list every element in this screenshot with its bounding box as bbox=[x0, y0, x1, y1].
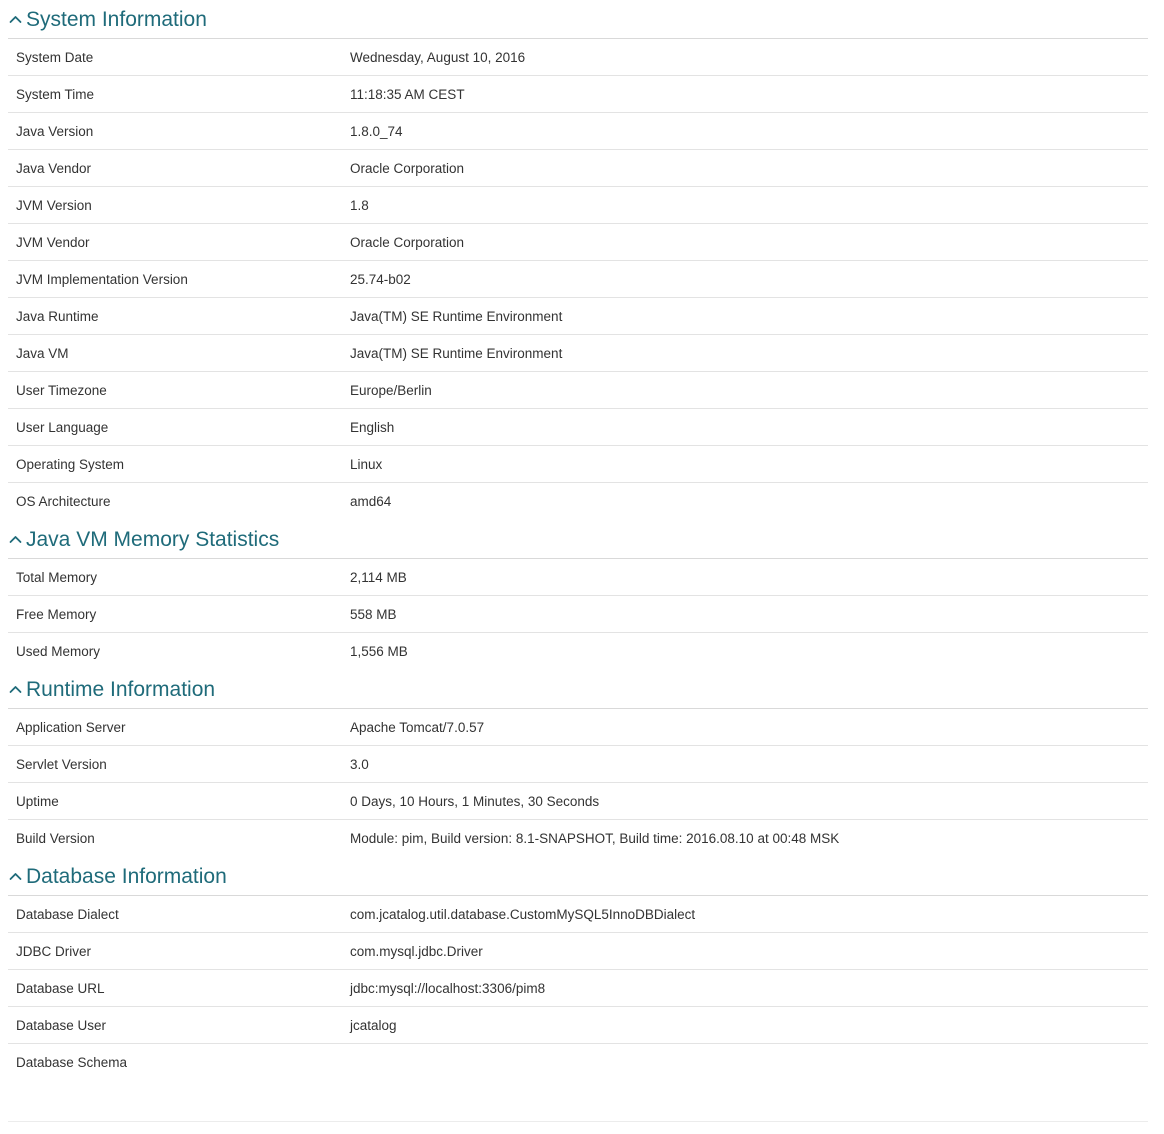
info-row-java-vm bbox=[8, 335, 1148, 372]
section-rows bbox=[8, 39, 1148, 520]
row-label: User Timezone bbox=[16, 382, 107, 398]
row-label: Used Memory bbox=[16, 644, 101, 659]
row-label: Java Runtime bbox=[16, 308, 99, 324]
section-header[interactable] bbox=[8, 670, 1148, 709]
row-value: 2,114 MB bbox=[350, 569, 407, 585]
section-header[interactable] bbox=[8, 0, 1148, 39]
info-row-free-memory bbox=[8, 596, 1148, 633]
row-label: Build Version bbox=[16, 831, 95, 846]
info-row-user-language bbox=[8, 409, 1148, 446]
row-label: Java Version bbox=[16, 123, 94, 139]
row-label: Total Memory bbox=[16, 569, 98, 585]
row-value: 3.0 bbox=[350, 756, 369, 772]
row-label: Free Memory bbox=[16, 606, 97, 622]
info-row-system-date bbox=[8, 39, 1148, 76]
row-value: Apache Tomcat/7.0.57 bbox=[350, 719, 485, 735]
info-row-java-version bbox=[8, 113, 1148, 150]
row-value: Wednesday, August 10, 2016 bbox=[350, 49, 526, 65]
row-value: com.jcatalog.util.database.CustomMySQL5InnoDBDialect bbox=[350, 906, 696, 922]
row-value: Module: pim, Build version: 8.1-SNAPSHOT, Build time: 2016.08.10 at 00:48 MSK bbox=[350, 831, 840, 846]
info-row-servlet-version bbox=[8, 746, 1148, 783]
section-database-information bbox=[8, 857, 1148, 1081]
section-title: Java VM Memory Statistics bbox=[26, 528, 280, 551]
page-bottom-divider bbox=[8, 1121, 1148, 1122]
section-header[interactable] bbox=[8, 520, 1148, 559]
info-row-system-time bbox=[8, 76, 1148, 113]
info-row-jvm-version bbox=[8, 187, 1148, 224]
row-label: JVM Implementation Version bbox=[16, 271, 188, 287]
row-value: 1.8.0_74 bbox=[350, 123, 403, 139]
section-title: System Information bbox=[26, 8, 207, 31]
row-label: System Time bbox=[16, 86, 95, 102]
row-label: Uptime bbox=[16, 793, 59, 809]
section-runtime-information bbox=[8, 670, 1148, 857]
row-label: Application Server bbox=[16, 719, 126, 735]
chevron-up-icon[interactable] bbox=[8, 869, 25, 883]
section-rows bbox=[8, 709, 1148, 857]
row-value: Europe/Berlin bbox=[350, 382, 432, 398]
row-value: 25.74-b02 bbox=[350, 271, 411, 287]
section-title: Runtime Information bbox=[26, 678, 216, 701]
row-value: Java(TM) SE Runtime Environment bbox=[350, 308, 563, 324]
info-row-total-memory bbox=[8, 559, 1148, 596]
row-value: com.mysql.jdbc.Driver bbox=[350, 943, 483, 959]
row-value: 558 MB bbox=[350, 606, 397, 622]
chevron-up-icon[interactable] bbox=[8, 682, 25, 696]
info-row-java-vendor bbox=[8, 150, 1148, 187]
section-rows bbox=[8, 559, 1148, 670]
info-row-database-dialect bbox=[8, 896, 1148, 933]
info-row-build-version bbox=[8, 820, 1148, 857]
row-value: 0 Days, 10 Hours, 1 Minutes, 30 Seconds bbox=[350, 793, 600, 809]
chevron-up-icon[interactable] bbox=[8, 532, 25, 546]
info-row-uptime bbox=[8, 783, 1148, 820]
row-value: 1,556 MB bbox=[350, 644, 408, 659]
info-row-database-user bbox=[8, 1007, 1148, 1044]
row-label: Database User bbox=[16, 1017, 107, 1033]
info-row-operating-system bbox=[8, 446, 1148, 483]
info-row-user-timezone bbox=[8, 372, 1148, 409]
row-label: Servlet Version bbox=[16, 756, 107, 772]
row-label: System Date bbox=[16, 49, 94, 65]
row-value: 1.8 bbox=[350, 197, 369, 213]
row-label: Operating System bbox=[16, 456, 125, 472]
row-value: Oracle Corporation bbox=[350, 160, 465, 176]
row-label: OS Architecture bbox=[16, 494, 111, 509]
info-row-jvm-vendor bbox=[8, 224, 1148, 261]
info-row-jvm-implementation-version bbox=[8, 261, 1148, 298]
row-value: amd64 bbox=[350, 494, 392, 509]
row-label: Java Vendor bbox=[16, 160, 92, 176]
row-value: jcatalog bbox=[350, 1017, 397, 1033]
row-label: Java VM bbox=[16, 345, 69, 361]
info-row-database-schema bbox=[8, 1044, 1148, 1081]
info-row-used-memory bbox=[8, 633, 1148, 670]
row-value: Linux bbox=[350, 456, 383, 472]
row-label: JDBC Driver bbox=[16, 943, 92, 959]
info-row-application-server bbox=[8, 709, 1148, 746]
info-row-java-runtime bbox=[8, 298, 1148, 335]
row-label: JVM Vendor bbox=[16, 234, 90, 250]
row-value: Oracle Corporation bbox=[350, 234, 465, 250]
section-system-information bbox=[8, 0, 1148, 520]
row-value: Java(TM) SE Runtime Environment bbox=[350, 345, 563, 361]
row-label: Database Dialect bbox=[16, 906, 119, 922]
chevron-up-icon[interactable] bbox=[8, 12, 25, 26]
row-label: Database Schema bbox=[16, 1055, 128, 1070]
row-label: JVM Version bbox=[16, 197, 92, 213]
info-row-database-url bbox=[8, 970, 1148, 1007]
row-value: jdbc:mysql://localhost:3306/pim8 bbox=[350, 980, 546, 996]
info-row-os-architecture bbox=[8, 483, 1148, 520]
info-row-jdbc-driver bbox=[8, 933, 1148, 970]
row-value: English bbox=[350, 419, 395, 435]
section-rows bbox=[8, 896, 1148, 1081]
section-java-vm-memory-statistics bbox=[8, 520, 1148, 670]
section-title: Database Information bbox=[26, 865, 227, 888]
row-label: Database URL bbox=[16, 980, 105, 996]
row-value: 11:18:35 AM CEST bbox=[350, 86, 465, 102]
section-header[interactable] bbox=[8, 857, 1148, 896]
row-label: User Language bbox=[16, 419, 109, 435]
